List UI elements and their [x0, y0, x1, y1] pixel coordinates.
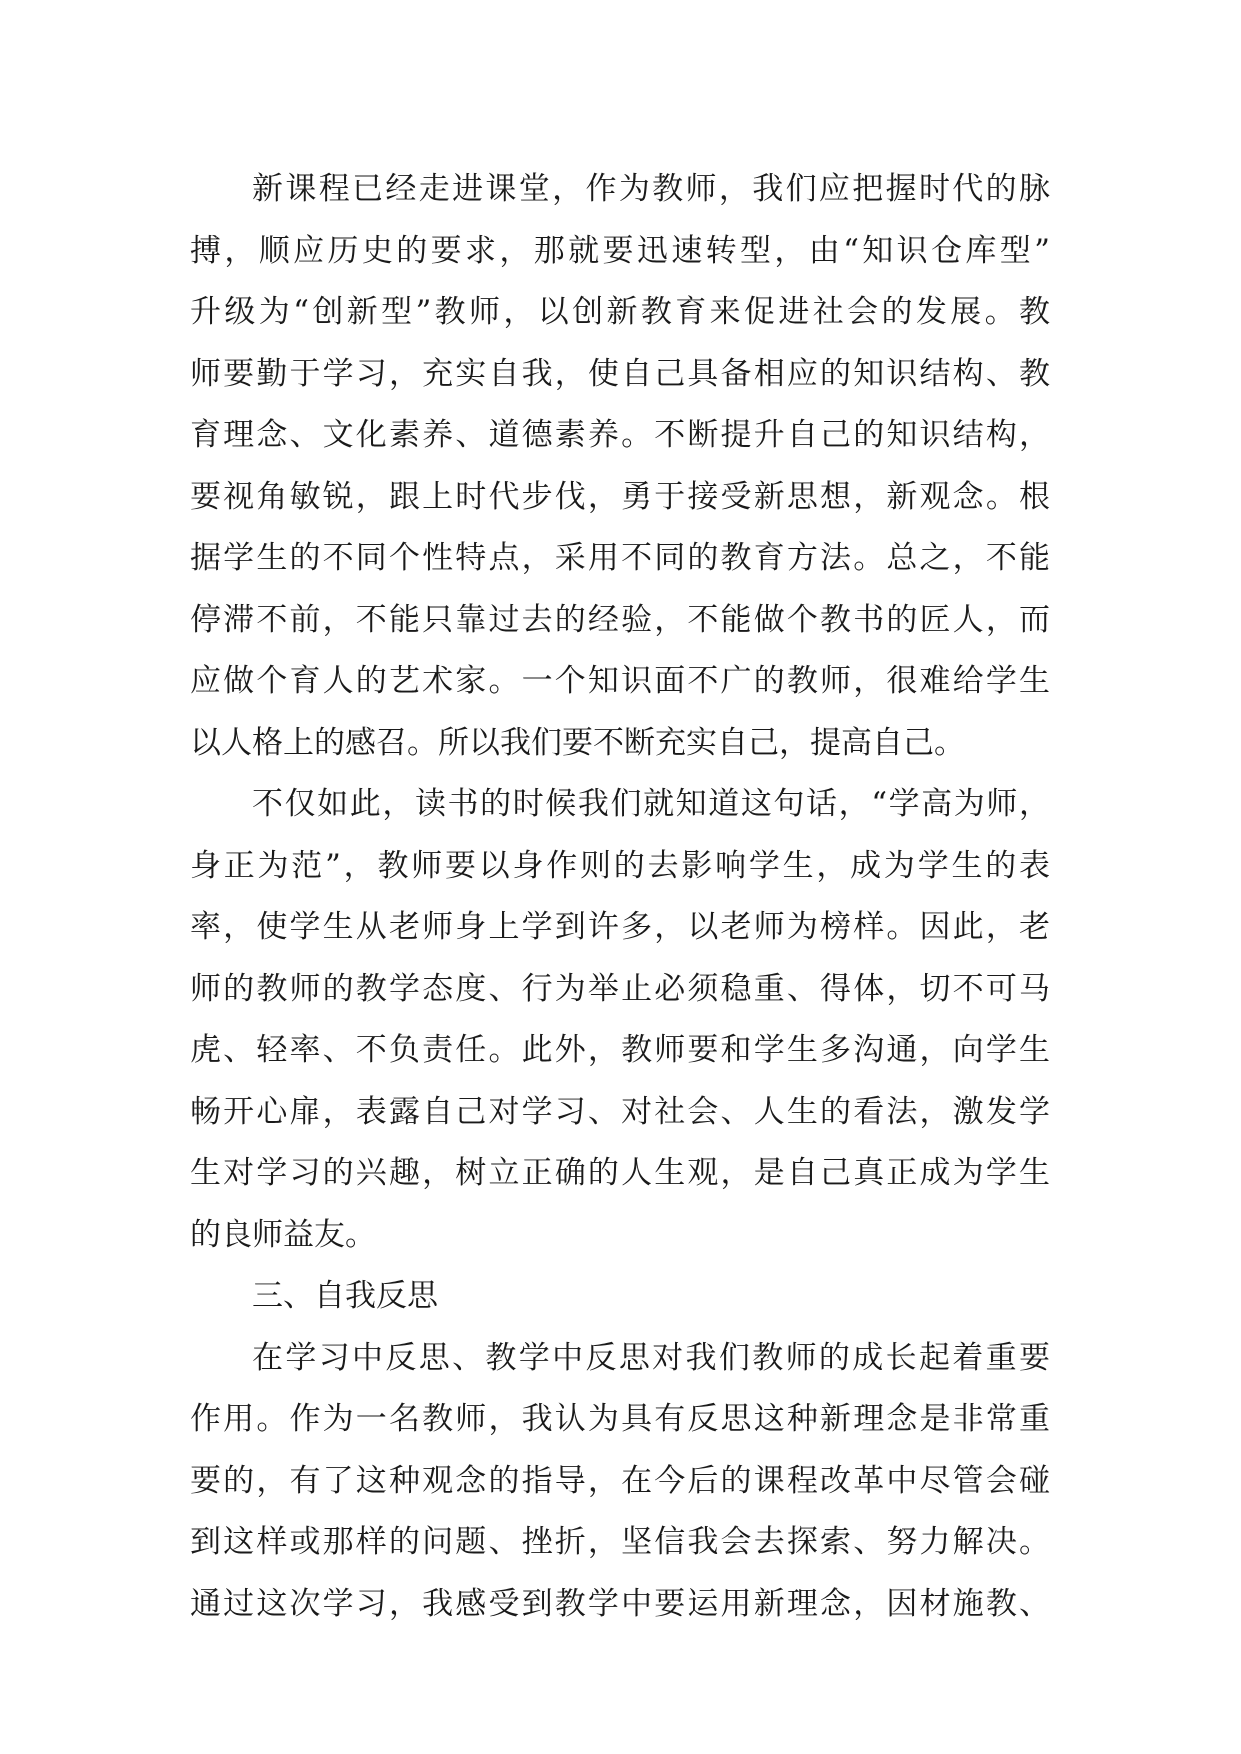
paragraph-2-line-5: 虎、轻率、不负责任。此外，教师要和学生多沟通，向学生 [190, 1032, 1050, 1068]
paragraph-1-line-5: 育理念、文化素养、道德素养。不断提升自己的知识结构， [190, 417, 1050, 453]
paragraph-2-line-4: 师的教师的教学态度、行为举止必须稳重、得体，切不可马 [190, 970, 1050, 1007]
paragraph-1-line-6: 要视角敏锐，跟上时代步伐，勇于接受新思想，新观念。根 [190, 478, 1050, 515]
section-heading: 三、自我反思 [252, 1278, 438, 1314]
paragraph-1-line-9: 应做个育人的艺术家。一个知识面不广的教师，很难给学生 [190, 663, 1050, 699]
paragraph-1-line-7: 据学生的不同个性特点，采用不同的教育方法。总之，不能 [190, 540, 1050, 576]
paragraph-1-line-1: 新课程已经走进课堂，作为教师，我们应把握时代的脉 [252, 171, 1050, 207]
paragraph-2-line-1: 不仅如此，读书的时候我们就知道这句话，“学高为师， [252, 786, 1050, 822]
paragraph-2-line-7: 生对学习的兴趣，树立正确的人生观，是自己真正成为学生 [190, 1155, 1050, 1191]
paragraph-3-line-1: 在学习中反思、教学中反思对我们教师的成长起着重要 [252, 1339, 1050, 1376]
paragraph-3-line-2: 作用。作为一名教师，我认为具有反思这种新理念是非常重 [190, 1401, 1050, 1437]
paragraph-2-line-2: 身正为范”，教师要以身作则的去影响学生，成为学生的表 [190, 847, 1050, 884]
paragraph-1-line-8: 停滞不前，不能只靠过去的经验，不能做个教书的匠人，而 [190, 601, 1050, 638]
paragraph-2-line-8: 的良师益友。 [190, 1216, 376, 1253]
paragraph-3-line-5: 通过这次学习，我感受到教学中要运用新理念，因材施教、 [190, 1585, 1050, 1622]
paragraph-1-line-3: 升级为“创新型”教师，以创新教育来促进社会的发展。教 [190, 294, 1050, 330]
paragraph-1-line-4: 师要勤于学习，充实自我，使自己具备相应的知识结构、教 [190, 355, 1050, 392]
paragraph-3-line-4: 到这样或那样的问题、挫折，坚信我会去探索、努力解决。 [190, 1524, 1050, 1560]
paragraph-1-line-2: 搏，顺应历史的要求，那就要迅速转型，由“知识仓库型” [190, 232, 1050, 269]
paragraph-2-line-6: 畅开心扉，表露自己对学习、对社会、人生的看法，激发学 [190, 1093, 1050, 1130]
paragraph-2-line-3: 率，使学生从老师身上学到许多，以老师为榜样。因此，老 [190, 909, 1050, 945]
paragraph-1-line-10: 以人格上的感召。所以我们要不断充实自己，提高自己。 [190, 724, 965, 761]
body-text [190, 159, 1050, 1635]
paragraph-3-line-3: 要的，有了这种观念的指导，在今后的课程改革中尽管会碰 [190, 1462, 1050, 1499]
